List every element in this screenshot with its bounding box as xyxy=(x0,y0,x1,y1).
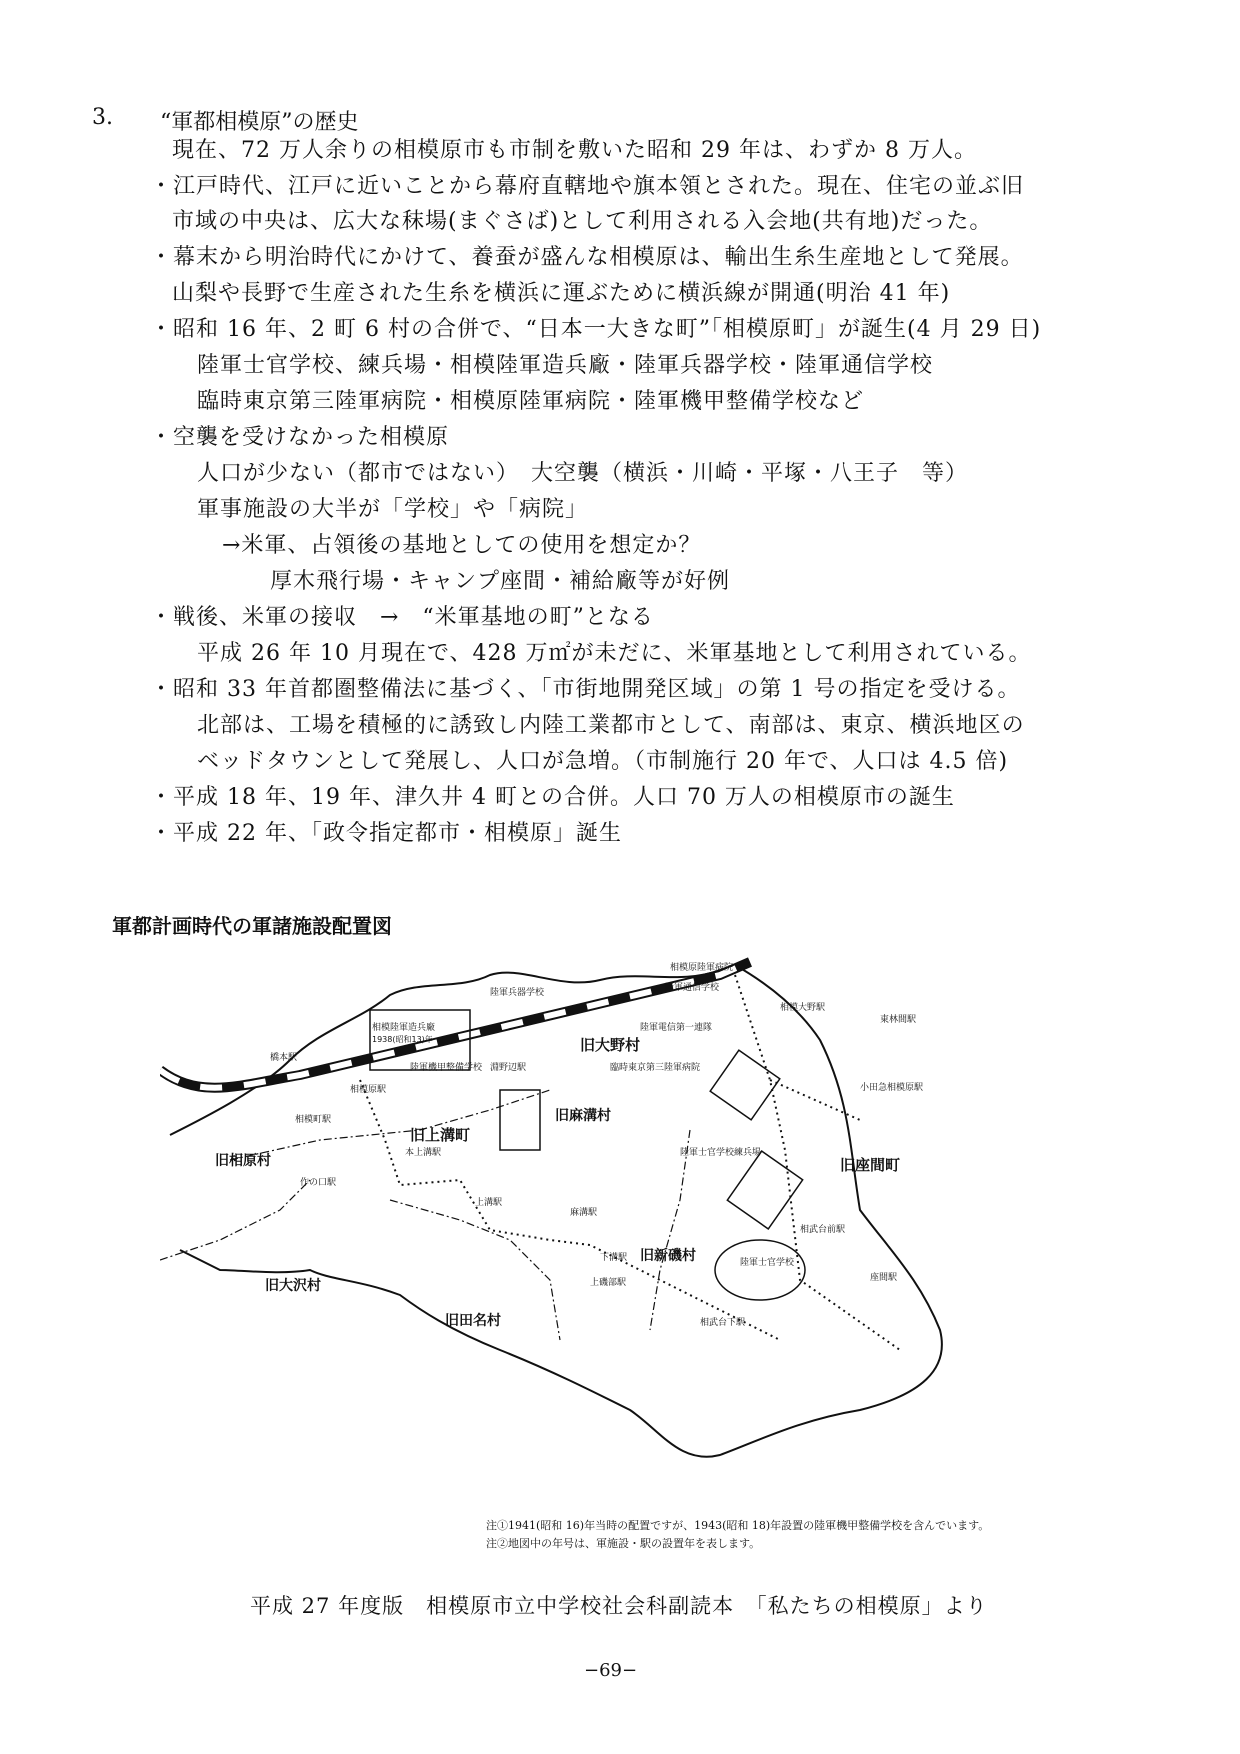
text-line: 北部は、工場を積極的に誘致し内陸工業都市として、南部は、東京、横浜地区の xyxy=(197,713,1025,738)
text-line: ベッドタウンとして発展し、人口が急増。（市制施行 20 年で、人口は 4.5 倍) xyxy=(197,749,1009,774)
text-line: 人口が少ない（都市ではない） 大空襲（横浜・川崎・平塚・八王子 等） xyxy=(197,461,969,486)
station-label: 本上溝駅 xyxy=(405,1148,442,1158)
village-label: 旧相原村 xyxy=(215,1153,271,1169)
facility-label: 陸軍士官学校 xyxy=(740,1258,795,1268)
facility-block xyxy=(500,1090,540,1150)
station-label: 淵野辺駅 xyxy=(490,1063,527,1073)
facility-label: 陸軍通信学校 xyxy=(665,983,720,993)
enoshima-branch xyxy=(770,1080,860,1120)
facility-label: 陸軍士官学校練兵場 xyxy=(680,1148,762,1158)
text-line: ・江戸時代、江戸に近いことから幕府直轄地や旗本領とされた。現在、住宅の並ぶ旧 xyxy=(150,174,1025,199)
village-boundary xyxy=(650,1130,690,1330)
text-line: 平成 26 年 10 月現在で、428 万㎡が未だに、米軍基地として利用されている。 xyxy=(197,641,1032,666)
facility-block xyxy=(710,1050,780,1120)
source-citation: 平成 27 年度版 相模原市立中学校社会科副読本 「私たちの相模原」より xyxy=(250,1594,988,1618)
map-note: 注②地図中の年号は、軍施設・駅の設置年を表します。 xyxy=(486,1537,761,1550)
station-label: 相武台前駅 xyxy=(800,1225,846,1235)
station-label: 東林間駅 xyxy=(880,1015,917,1025)
station-label: 橋本駅 xyxy=(270,1053,298,1063)
text-line: ・昭和 33 年首都圏整備法に基づく、「市街地開発区域」の第 1 号の指定を受ける。 xyxy=(150,677,1021,702)
page-number: −69− xyxy=(584,1660,638,1681)
village-label: 旧新磯村 xyxy=(640,1248,696,1264)
facility-label: 相模原陸軍病院 xyxy=(670,963,734,973)
station-label: 相模大野駅 xyxy=(780,1003,826,1013)
section-number: 3. xyxy=(92,105,113,130)
station-label: 相武台下駅 xyxy=(700,1318,746,1328)
text-line: 厚木飛行場・キャンプ座間・補給廠等が好例 xyxy=(270,569,731,594)
station-label: 相模原駅 xyxy=(350,1085,387,1095)
facility-label: 陸軍兵器学校 xyxy=(490,988,545,998)
text-line: ・平成 22 年、「政令指定都市・相模原」誕生 xyxy=(150,821,622,846)
village-label: 旧大野村 xyxy=(580,1036,641,1054)
text-line: 軍事施設の大半が「学校」や「病院」 xyxy=(197,497,589,522)
text-line: 現在、72 万人余りの相模原市も市制を敷いた昭和 29 年は、わずか 8 万人。 xyxy=(172,138,977,163)
text-line: ・空襲を受けなかった相模原 xyxy=(150,425,450,450)
village-label: 旧麻溝村 xyxy=(555,1108,611,1124)
map-note: 注①1941(昭和 16)年当時の配置ですが、1943(昭和 18)年設置の陸軍機甲整備学校を含んでいます。 xyxy=(486,1519,990,1532)
station-label: 小田急相模原駅 xyxy=(860,1083,924,1093)
section-title: “軍都相模原”の歴史 xyxy=(160,110,359,135)
text-line: 臨時東京第三陸軍病院・相模原陸軍病院・陸軍機甲整備学校など xyxy=(197,389,865,414)
text-line: →米軍、占領後の基地としての使用を想定か？ xyxy=(222,533,702,558)
facility-block xyxy=(727,1151,802,1229)
village-boundary xyxy=(160,1180,310,1260)
text-line: 山梨や長野で生産された生糸を横浜に運ぶために横浜線が開通(明治 41 年) xyxy=(172,281,951,306)
text-line: 市域の中央は、広大な秣場(まぐさば)として利用される入会地(共有地)だった。 xyxy=(172,209,993,234)
station-label: 上溝駅 xyxy=(475,1198,503,1208)
text-line: ・戦後、米軍の接収 → “米軍基地の町”となる xyxy=(150,605,654,630)
station-label: 作の口駅 xyxy=(300,1178,337,1188)
text-line: ・昭和 16 年、2 町 6 村の合併で、“日本一大きな町”「相模原町」が誕生(4 月 29 日) xyxy=(150,317,1042,342)
station-label: 下溝駅 xyxy=(600,1253,628,1263)
city-boundary xyxy=(170,965,942,1457)
text-line: ・平成 18 年、19 年、津久井 4 町との合併。人口 70 万人の相模原市の誕生 xyxy=(150,785,955,810)
facility-label: 相模陸軍造兵廠 xyxy=(372,1023,436,1033)
facility-label: 陸軍機甲整備学校 xyxy=(410,1063,483,1073)
facility-map xyxy=(160,950,1080,1470)
facility-block xyxy=(715,1240,805,1300)
text-line: 陸軍士官学校、練兵場・相模陸軍造兵廠・陸軍兵器学校・陸軍通信学校 xyxy=(197,353,934,378)
station-label: 相模町駅 xyxy=(295,1115,332,1125)
facility-year: 1938(昭和13)年 xyxy=(372,1035,433,1044)
text-line: ・幕末から明治時代にかけて、養蚕が盛んな相模原は、輸出生糸生産地として発展。 xyxy=(150,245,1024,270)
map-title: 軍都計画時代の軍諸施設配置図 xyxy=(112,914,392,938)
village-label: 旧大沢村 xyxy=(265,1278,321,1294)
station-label: 麻溝駅 xyxy=(570,1208,598,1218)
facility-label: 臨時東京第三陸軍病院 xyxy=(610,1063,701,1073)
village-label: 旧上溝町 xyxy=(410,1126,471,1144)
village-label: 旧田名村 xyxy=(445,1313,501,1329)
facility-label: 陸軍電信第一連隊 xyxy=(640,1023,713,1033)
station-label: 座間駅 xyxy=(870,1273,898,1283)
station-label: 上磯部駅 xyxy=(590,1278,627,1288)
village-label: 旧座間町 xyxy=(840,1156,901,1174)
